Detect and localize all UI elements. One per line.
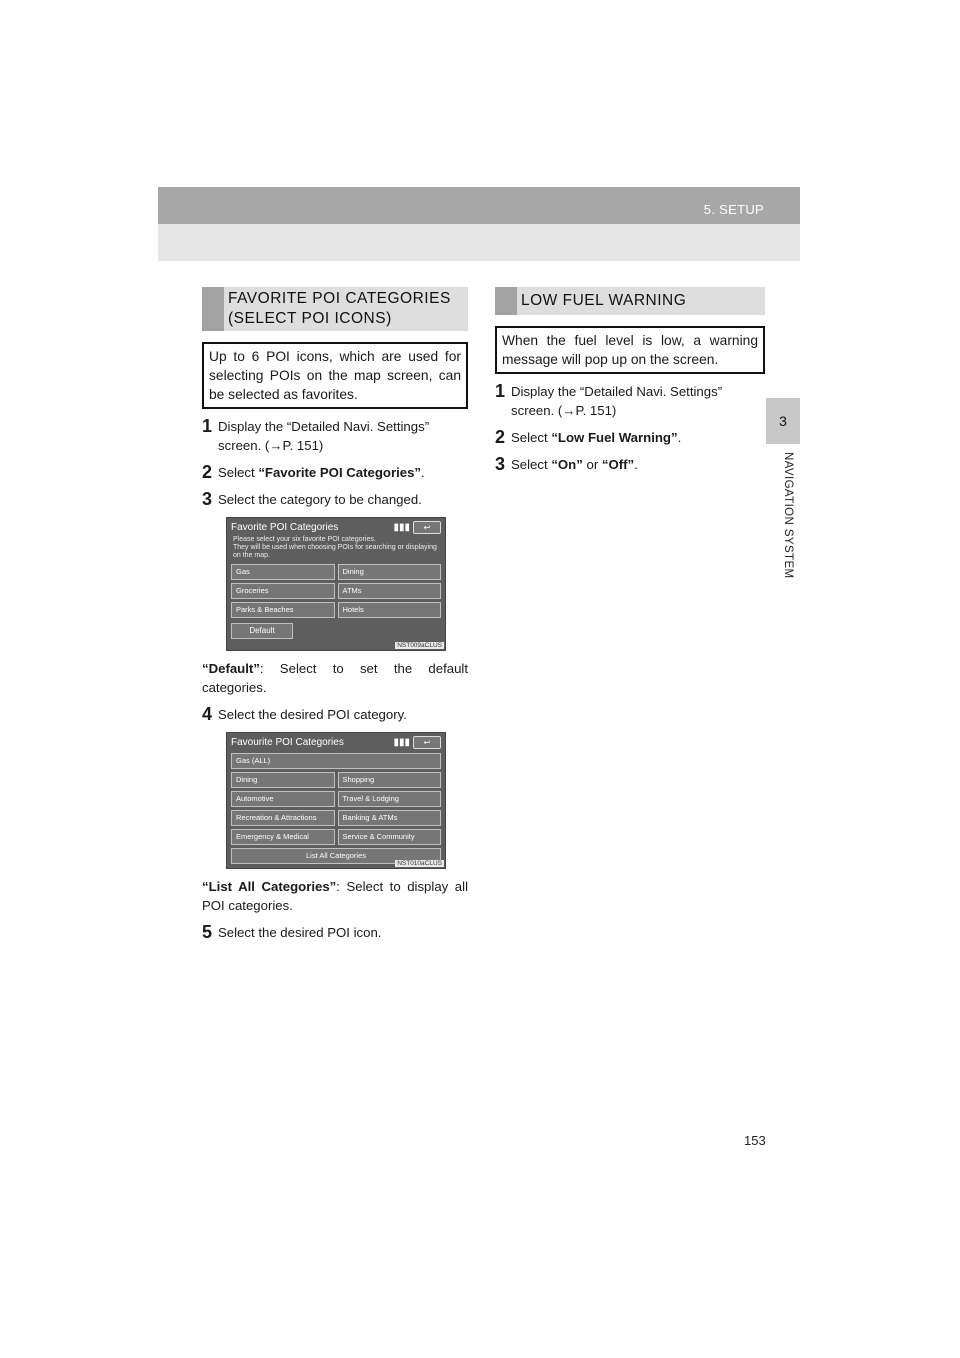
- step-2: 2 Select “Low Fuel Warning”.: [495, 427, 682, 447]
- poi-category-screenshot: [226, 732, 446, 869]
- category-button[interactable]: Emergency & Medical: [231, 829, 335, 845]
- gas-all-button[interactable]: Gas (ALL): [231, 753, 441, 769]
- category-button[interactable]: Dining: [338, 564, 442, 580]
- signal-icon: ▮▮▮: [393, 522, 410, 533]
- category-button[interactable]: Gas: [231, 564, 335, 580]
- right-column: [495, 287, 765, 474]
- step-3: 3 Select “On” or “Off”.: [495, 454, 638, 474]
- category-button[interactable]: Parks & Beaches: [231, 602, 335, 618]
- image-code: NST009aCLUS: [397, 642, 442, 649]
- category-grid: [227, 751, 445, 866]
- default-button[interactable]: Default: [231, 623, 293, 639]
- step-4: 4 Select the desired POI category.: [202, 704, 407, 724]
- category-button[interactable]: ATMs: [338, 583, 442, 599]
- screen-title: Favourite POI Categories: [231, 737, 344, 748]
- step-1: 1 Display the “Detailed Navi. Settings” screen. (→P. 151): [202, 416, 430, 453]
- step-1: 1 Display the “Detailed Navi. Settings” screen. (→P. 151): [495, 381, 723, 418]
- section-label: 5. SETUP: [703, 202, 764, 217]
- left-column: [202, 287, 468, 942]
- category-button[interactable]: Automotive: [231, 791, 335, 807]
- default-note: “Default”: Select to set the default categories.: [202, 661, 468, 695]
- image-code: NST010aCLUS: [397, 860, 442, 867]
- category-button[interactable]: Shopping: [338, 772, 442, 788]
- step-3: 3 Select the category to be changed.: [202, 489, 422, 509]
- category-button[interactable]: Travel & Lodging: [338, 791, 442, 807]
- low-fuel-intro: When the fuel level is low, a warning message will pop up on the screen.: [495, 326, 765, 374]
- header-subband: [158, 224, 800, 261]
- back-icon[interactable]: ↩: [413, 736, 441, 749]
- list-all-note: “List All Categories”: Select to display all POI categories.: [202, 879, 468, 913]
- back-icon[interactable]: ↩: [413, 521, 441, 534]
- step-2: 2 Select “Favorite POI Categories”.: [202, 462, 425, 482]
- step-5: 5 Select the desired POI icon.: [202, 922, 382, 942]
- chapter-title: NAVIGATION SYSTEM: [782, 452, 794, 579]
- signal-icon: ▮▮▮: [393, 737, 410, 748]
- screen-title: Favorite POI Categories: [231, 522, 339, 533]
- category-button[interactable]: Hotels: [338, 602, 442, 618]
- category-grid: [227, 562, 445, 620]
- screen-message: Please select your six favorite POI categories. They will be used when choosing POIs for searching or displaying on the map.: [233, 536, 437, 559]
- favorite-poi-intro: Up to 6 POI icons, which are used for selecting POIs on the map screen, can be selected as favorites.: [202, 342, 468, 409]
- low-fuel-heading: LOW FUEL WARNING: [495, 287, 765, 315]
- category-button[interactable]: Recreation & Attractions: [231, 810, 335, 826]
- list-all-categories-button[interactable]: List All Categories: [231, 848, 441, 864]
- category-button[interactable]: Groceries: [231, 583, 335, 599]
- page-number: 153: [744, 1133, 766, 1148]
- category-button[interactable]: Service & Community: [338, 829, 442, 845]
- category-button[interactable]: Banking & ATMs: [338, 810, 442, 826]
- favorite-poi-heading: FAVORITE POI CATEGORIES (SELECT POI ICONS): [202, 287, 468, 331]
- favorite-poi-screenshot: [226, 517, 446, 651]
- chapter-tab: 3: [766, 398, 800, 444]
- category-button[interactable]: Dining: [231, 772, 335, 788]
